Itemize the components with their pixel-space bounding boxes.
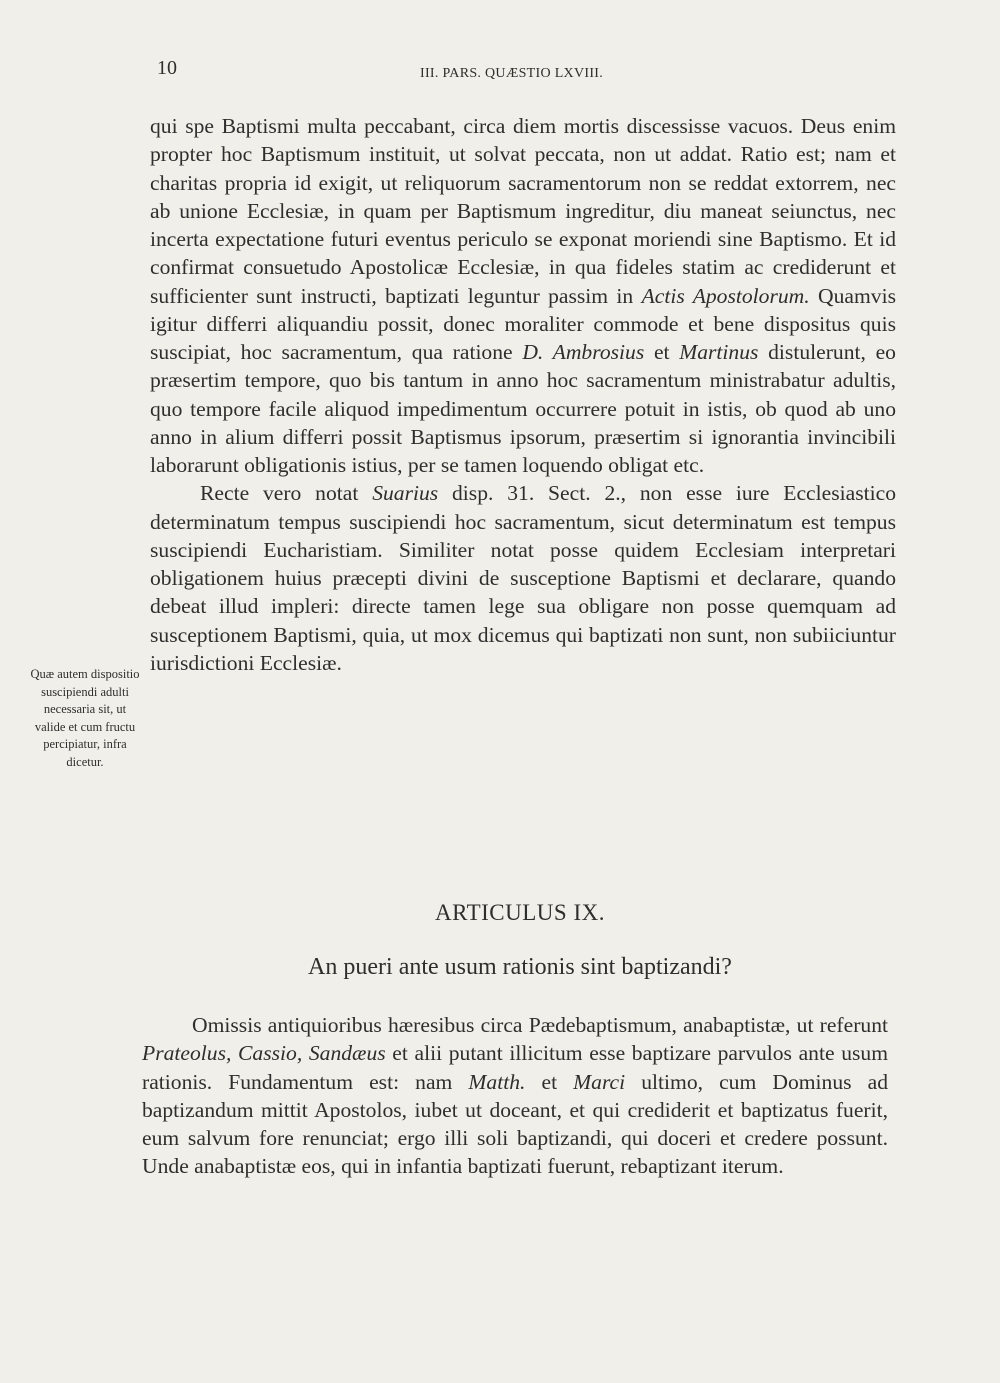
italic-citation: Matth. <box>468 1069 526 1094</box>
italic-citation: Actis Apostolorum. <box>641 283 810 308</box>
text-run: Omissis antiquioribus hæresibus circa Pædebaptismum, anabaptistæ, ut referunt <box>192 1013 888 1037</box>
text-run: et <box>525 1069 574 1094</box>
italic-name: Martinus <box>679 340 759 364</box>
paragraph-anabaptists <box>142 1011 888 1181</box>
text-run: distulerunt, eo præsertim tempore, quo bis tantum in anno hoc sacramentum ministrabatur adultis, quo tempore facile aliquod impedimentum occurrere potuit in istis, ob quod ab uno anno in alium differri possit Baptismus ipsorum, præsertim si ignorantia invincibili laborarunt obligationis istius, per se tamen loquendo obligat etc. <box>150 340 896 477</box>
text-run: ultimo, cum Dominus ad baptizandum mittit Apostolos, iubet ut doceant, et qui crediderit et baptizatus fuerit, eum salvum fore renunciat; ergo illi soli baptizandi, qui doceri et credere possunt. Unde anabaptistæ eos, qui in infantia baptizati fuerunt, rebaptizant iterum. <box>142 1069 888 1179</box>
page-number: 10 <box>157 57 177 79</box>
text-block-lower <box>142 1011 888 1181</box>
text-run: et alii putant illicitum esse baptizare parvulos ante usum rationis. Fundamentum est: nam <box>142 1041 888 1094</box>
text-run: et <box>644 340 680 364</box>
text-run: Quamvis igitur differri aliquandiu possit, donec moraliter commode et bene dispositus quis suscipiat, hoc sacramentum, qua ratione <box>150 283 896 364</box>
article-title: ARTICULUS IX. <box>435 900 605 925</box>
running-head: III. PARS. QUÆSTIO LXVIII. <box>420 66 604 81</box>
text-run: disp. 31. Sect. 2., non esse iure Ecclesiastico determinatum tempus suscipiendi hoc sacramentum, sicut determinatum est tempus suscipiendi Eucharistiam. Similiter notat posse quidem Ecclesiam interpretari obligationem huius præcepti divini de susceptione Baptismi et declarare, quando debeat illud impleri: directe tamen lege sua obligare non posse quemquam ad susceptionem Baptismi, quia, ut mox dicemus qui baptizati non sunt, non subiiciuntur iurisdictioni Ecclesiæ. <box>150 481 896 675</box>
paragraph-suarius <box>150 479 896 677</box>
text-run: qui spe Baptismi multa peccabant, circa diem mortis discessisse vacuos. Deus enim propter hoc Baptismum instituit, ut solvat peccata, non ut addat. Ratio est; nam et charitas propria id exigit, ut reliquorum sacramentorum non se reddat extorrem, nec ab unione Ecclesiæ, in quam per Baptismum ingreditur, diu maneat seiunctus, nec incerta expectatione futuri eventus periculo se exponat moriendi sine Baptismo. Et id confirmat consuetudo Apostolicæ Ecclesiæ, in qua fideles statim ac crediderunt et sufficienter sunt instructi, baptizati leguntur passim in <box>150 114 896 308</box>
italic-name: D. Ambrosius <box>522 340 645 364</box>
article-question: An pueri ante usum rationis sint baptizandi? <box>308 954 732 980</box>
margin-note: Quæ autem dispositio suscipiendi adulti necessaria sit, ut valide et cum fructu percipiatur, infra dicetur. <box>30 667 140 769</box>
text-run: Recte vero notat <box>200 481 373 506</box>
italic-citation: Marci <box>573 1069 626 1094</box>
italic-names: Prateolus, Cassio, Sandæus <box>142 1041 386 1066</box>
text-block-upper <box>150 112 896 677</box>
italic-name: Suarius <box>372 481 439 506</box>
paragraph-continuation <box>150 112 896 479</box>
